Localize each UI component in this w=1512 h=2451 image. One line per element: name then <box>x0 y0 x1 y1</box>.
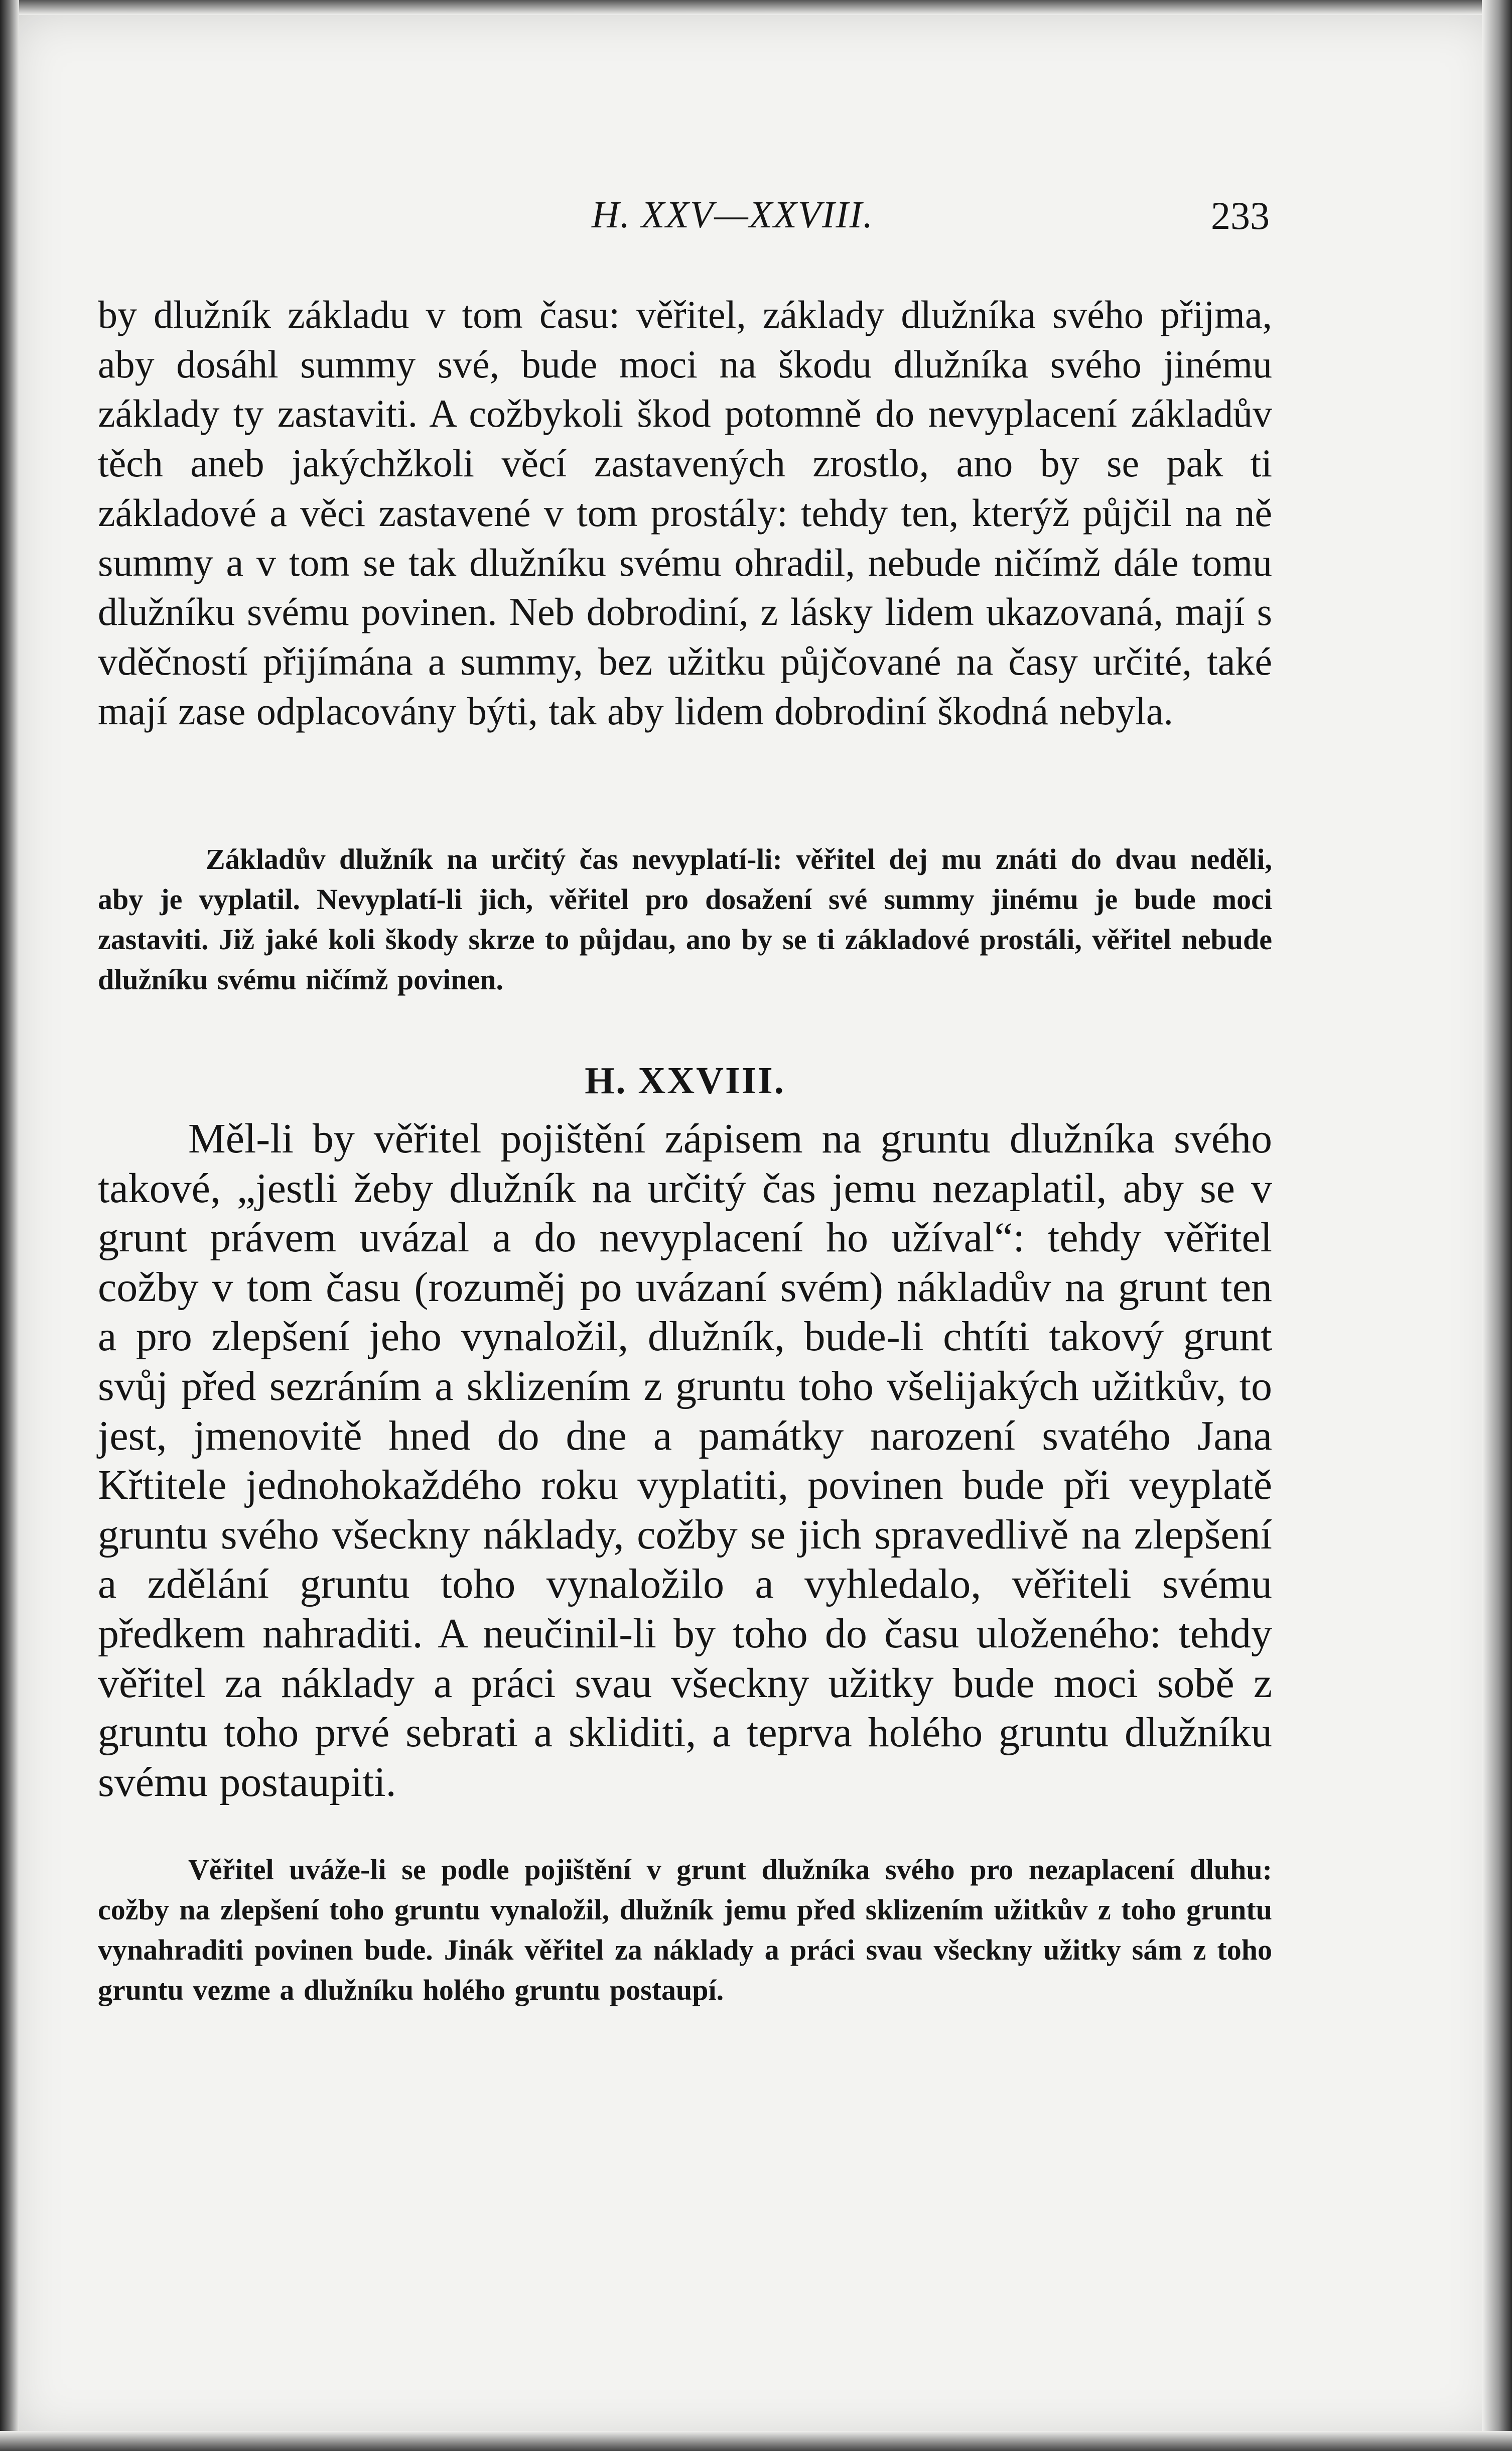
section-heading: H. XXVIII. <box>585 1060 785 1102</box>
page-header <box>100 193 1270 248</box>
page-edge-top <box>0 0 1512 15</box>
page-edge-left <box>0 0 19 2451</box>
paragraph-continuation: by dlužník základu v tom času: věřitel, základy dlužníka svého přijma, aby dosáhl summy své, bude moci na škodu dlužníka svého jinému základy ty zastaviti. A cožbykoli škod potomně do nevyplacení základův těch aneb jakýchžkoli věcí zastavených zrostlo, ano by se pak ti základové a věci zastavené v tom prostály: tehdy ten, kterýž půjčil na ně summy a v tom se tak dlužníku svému ohradil, nebude ničímž dále tomu dlužníku svému povinen. Neb dobrodiní, z lásky lidem ukazovaná, mají s vděčností přijímána a summy, bez užitku půjčované na časy určité, také mají zase odplacovány býti, tak aby lidem dobrodiní škodná nebyla. <box>98 293 1272 733</box>
page-number: 233 <box>1211 194 1270 237</box>
page-edge-bottom <box>0 2431 1512 2451</box>
running-head: H. XXV—XXVIII. <box>592 194 874 236</box>
summary-note-1: Základův dlužník na určitý čas nevyplatí-li: věřitel dej mu znáti do dvau neděli, aby je vyplatil. Nevyplatí-li jich, věřitel pro dosažení své summy jinému je bude moci zastaviti. Již jaké koli škody skrze to půjdau, ano by se ti základové prostáli, věřitel nebude dlužníku svému ničímž povinen. <box>98 843 1272 996</box>
summary-note-2: Věřitel uváže-li se podle pojištění v grunt dlužníka svého pro nezaplacení dluhu: cožby na zlepšení toho gruntu vynaložil, dlužník jemu před sklizením užitkův z toho gruntu vynahraditi povinen bude. Jinák věřitel za náklady a práci svau všeckny užitky sám z toho gruntu vezme a dlužníku holého gruntu postaupí. <box>98 1853 1272 2006</box>
page-edge-right <box>1482 0 1512 2451</box>
section-paragraph: Měl-li by věřitel pojištění zápisem na gruntu dlužníka svého takové, „jestli žeby dlužník na určitý čas jemu nezaplatil, aby se v grunt právem uvázal a do nevyplacení ho užíval“: tehdy věřitel cožby v tom času (rozuměj po uvázaní svém) nákladův na grunt ten a pro zlepšení jeho vynaložil, dlužník, bude-li chtíti takový grunt svůj před sezráním a sklizením z gruntu toho všelijakých užitkův, to jest, jmenovitě hned do dne a památky narození svatého Jana Křtitele jednohokaždého roku vyplatiti, povinen bude při veyplatě gruntu svého všeckny náklady, cožby se jich spravedlivě na zlepšení a zdělání gruntu toho vynaložilo a vyhledalo, věřiteli svému předkem nahraditi. A neučinil-li by toho do času uloženého: tehdy věřitel za náklady a práci svau všeckny užitky bude moci sobě z gruntu toho prvé sebrati a skliditi, a teprva holého gruntu dlužníku svému postaupiti. <box>98 1115 1272 1805</box>
